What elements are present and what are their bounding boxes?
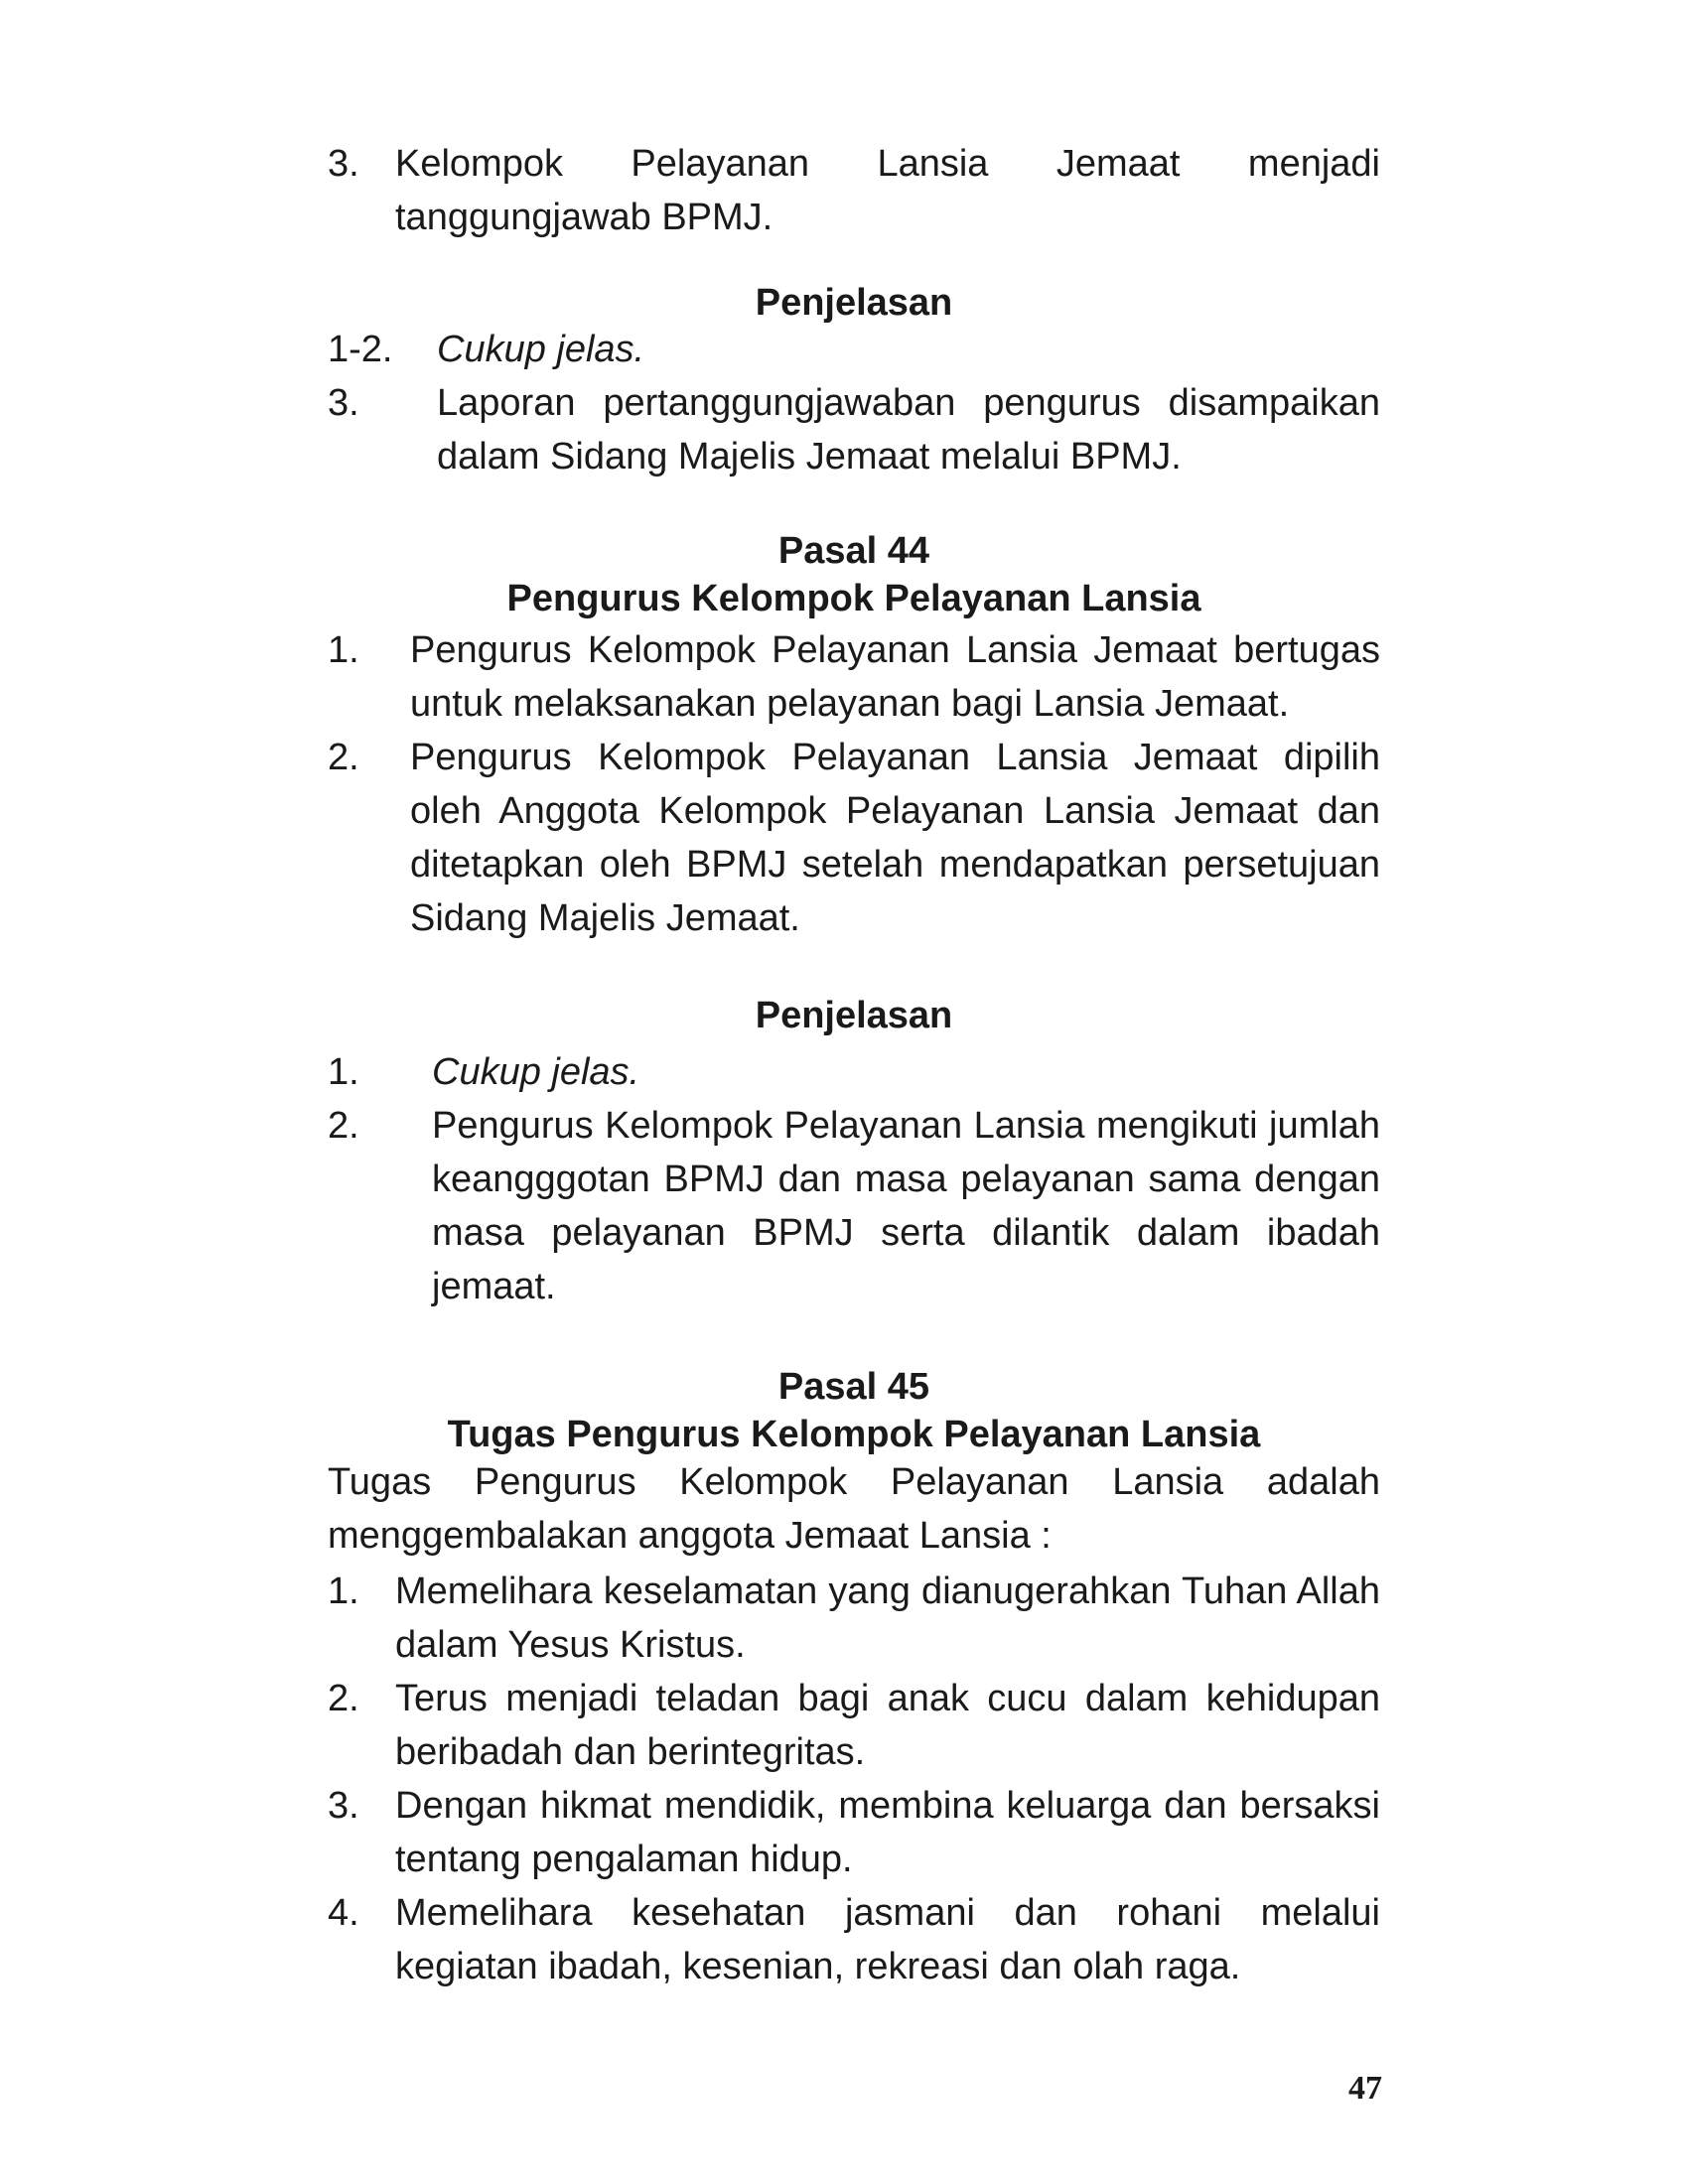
explanation-list <box>328 323 1380 483</box>
list-number: 3. <box>328 143 359 185</box>
list-text: Kelompok Pelayanan Lansia Jemaat menjadi tanggungjawab BPMJ. <box>395 143 1380 238</box>
list-text: Pengurus Kelompok Pelayanan Lansia Jemaat dipilih oleh Anggota Kelompok Pelayanan Lansia Jemaat dan ditetapkan oleh BPMJ setelah mendapatkan persetujuan Sidang Majelis Jemaat. <box>410 737 1380 939</box>
list-number: 3. <box>328 382 359 424</box>
article-title: Pasal 44 <box>777 530 930 572</box>
article-subtitle: Tugas Pengurus Kelompok Pelayanan Lansia <box>447 1414 1261 1455</box>
list-text: Terus menjadi teladan bagi anak cucu dalam kehidupan beribadah dan berintegritas. <box>395 1678 1380 1773</box>
list-text: Laporan pertanggungjawaban pengurus disampaikan dalam Sidang Majelis Jemaat melalui BPMJ. <box>437 382 1380 478</box>
list-text: Pengurus Kelompok Pelayanan Lansia mengikuti jumlah keangggotan BPMJ dan masa pelayanan sama dengan masa pelayanan BPMJ serta dilantik dalam ibadah jemaat. <box>432 1105 1380 1307</box>
list-item <box>328 731 1380 945</box>
list-item <box>328 623 1380 731</box>
list-number: 3. <box>328 1785 359 1827</box>
list-number: 1. <box>328 1570 359 1612</box>
list-text: Dengan hikmat mendidik, membina keluarga dan bersaksi tentang pengalaman hidup. <box>395 1785 1380 1880</box>
list-text: Pengurus Kelompok Pelayanan Lansia Jemaat bertugas untuk melaksanakan pelayanan bagi Lansia Jemaat. <box>410 629 1380 725</box>
article-list <box>328 623 1380 945</box>
article-list <box>328 1565 1380 1993</box>
list-text: Cukup jelas. <box>437 329 645 370</box>
section-heading: Penjelasan <box>755 995 953 1036</box>
list-item <box>328 1565 1380 1672</box>
explanation-list <box>328 1045 1380 1313</box>
list-item <box>328 1099 1380 1313</box>
list-item <box>328 1779 1380 1886</box>
list-number: 2. <box>328 1105 359 1147</box>
list-number: 1. <box>328 1051 359 1093</box>
list-text: Cukup jelas. <box>432 1051 640 1093</box>
list-text: Memelihara keselamatan yang dianugerahkan Tuhan Allah dalam Yesus Kristus. <box>395 1570 1380 1666</box>
section-heading: Penjelasan <box>755 282 953 324</box>
list-number: 2. <box>328 737 359 778</box>
list-number: 1-2. <box>328 329 393 370</box>
list-number: 1. <box>328 629 359 671</box>
list-number: 2. <box>328 1678 359 1719</box>
list-item <box>328 1672 1380 1779</box>
list-item <box>328 323 1380 376</box>
page-number: 47 <box>1348 2070 1382 2107</box>
article-intro: Tugas Pengurus Kelompok Pelayanan Lansia adalah menggembalakan anggota Jemaat Lansia : <box>328 1461 1380 1557</box>
list-item <box>328 1886 1380 1993</box>
list-item <box>328 1045 1380 1099</box>
list-number: 4. <box>328 1892 359 1934</box>
list-item <box>328 376 1380 483</box>
article-subtitle: Pengurus Kelompok Pelayanan Lansia <box>506 578 1201 619</box>
list-item <box>328 137 1380 244</box>
list-text: Memelihara kesehatan jasmani dan rohani melalui kegiatan ibadah, kesenian, rekreasi dan olah raga. <box>395 1892 1380 1987</box>
article-title: Pasal 45 <box>777 1366 930 1408</box>
